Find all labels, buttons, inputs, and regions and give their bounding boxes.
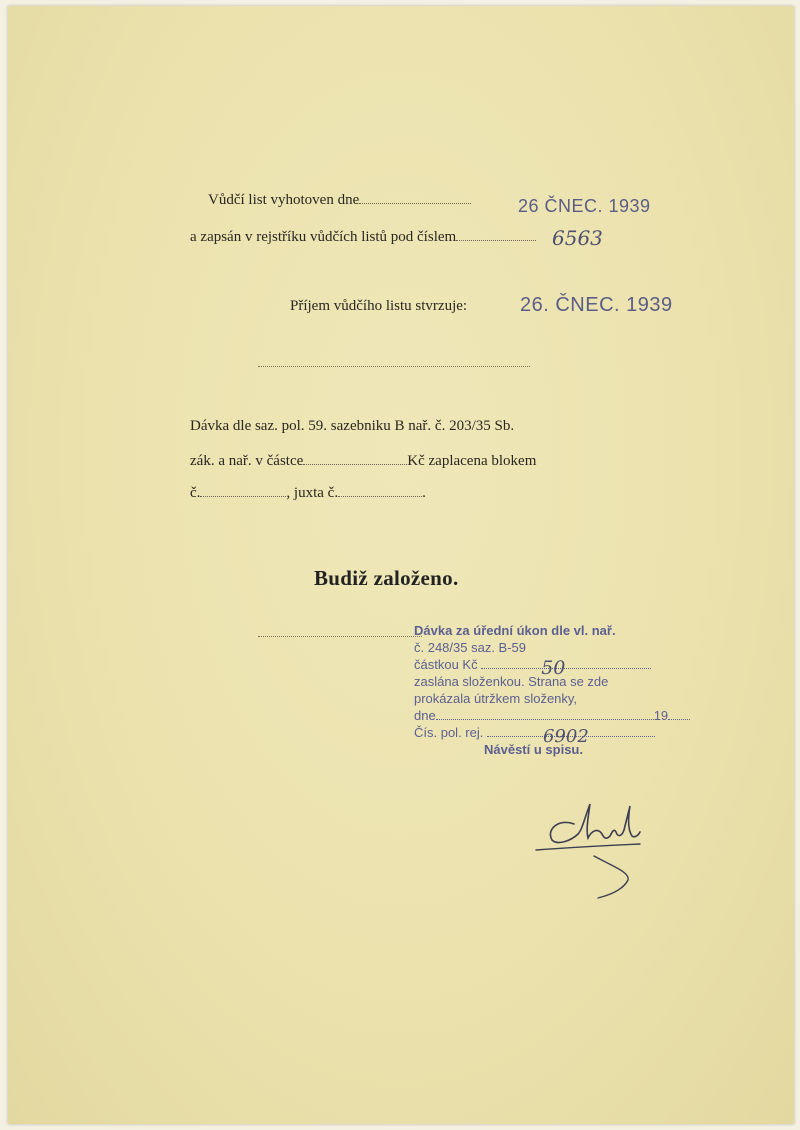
fee-stamp-year-field bbox=[668, 719, 690, 720]
issued-label: Vůdčí list vyhotoven dne bbox=[208, 192, 360, 208]
fee-stamp-line-7 bbox=[414, 724, 694, 747]
registered-number: 6563 bbox=[552, 226, 603, 250]
fee-stamp-date-field bbox=[436, 719, 654, 720]
fee-stamp bbox=[414, 622, 694, 758]
fee-stamp-line-2: č. 248/35 saz. B-59 bbox=[414, 640, 527, 655]
block-number-label: č. bbox=[190, 485, 201, 501]
fee-line-2 bbox=[190, 453, 536, 470]
fee-stamp-amount: 50 bbox=[541, 657, 566, 679]
stamp-leader-rule bbox=[258, 636, 422, 637]
registered-number-blank bbox=[456, 239, 536, 241]
fee-line-1: Dávka dle saz. pol. 59. sazebniku B nař. č. 203/35 Sb. bbox=[190, 418, 515, 434]
fee-amount-label: zák. a nař. v částce bbox=[190, 453, 304, 469]
fee-stamp-register-number: 6902 bbox=[542, 726, 589, 747]
fee-paid-label: Kč zaplacena blokem bbox=[407, 453, 537, 469]
issued-date-stamp: 26 ČNEC. 1939 bbox=[518, 196, 651, 216]
fee-stamp-register-field bbox=[487, 726, 655, 747]
fee-line-3 bbox=[190, 485, 426, 502]
issued-date-blank bbox=[359, 202, 471, 204]
fee-stamp-line-1: Dávka za úřední úkon dle vl. nař. bbox=[414, 623, 616, 638]
signature bbox=[528, 796, 648, 900]
registered-line bbox=[190, 229, 536, 246]
block-number-blank bbox=[200, 495, 286, 497]
issued-line bbox=[208, 192, 471, 209]
fee-stamp-line-6 bbox=[414, 707, 694, 724]
fee-stamp-date-label: dne bbox=[414, 708, 436, 723]
fee-stamp-amount-label: částkou Kč bbox=[414, 657, 478, 672]
receipt-label: Příjem vůdčího listu stvrzuje: bbox=[290, 298, 468, 314]
fee-line-3-end: . bbox=[422, 485, 426, 501]
fee-stamp-line-5: prokázala útržkem složenky, bbox=[414, 691, 578, 706]
fee-stamp-year: 19 bbox=[653, 708, 669, 723]
fee-stamp-amount-field bbox=[481, 657, 651, 679]
fee-stamp-line-8: Návěstí u spisu. bbox=[484, 742, 583, 757]
signature-rule bbox=[258, 366, 530, 367]
filing-heading: Budiž založeno. bbox=[314, 566, 459, 590]
juxta-label: , juxta č. bbox=[286, 485, 339, 501]
fee-stamp-line-3 bbox=[414, 656, 694, 679]
receipt-line bbox=[290, 298, 467, 315]
juxta-number-blank bbox=[338, 495, 422, 497]
registered-label: a zapsán v rejstříku vůdčích listů pod číslem bbox=[190, 229, 457, 245]
receipt-date-stamp: 26. ČNEC. 1939 bbox=[520, 294, 673, 316]
document-page bbox=[8, 6, 794, 1124]
fee-stamp-register-label: Čís. pol. rej. bbox=[414, 725, 484, 740]
fee-amount-blank bbox=[303, 463, 407, 465]
fee-stamp-line-4: zaslána složenkou. Strana se zde bbox=[414, 674, 609, 689]
